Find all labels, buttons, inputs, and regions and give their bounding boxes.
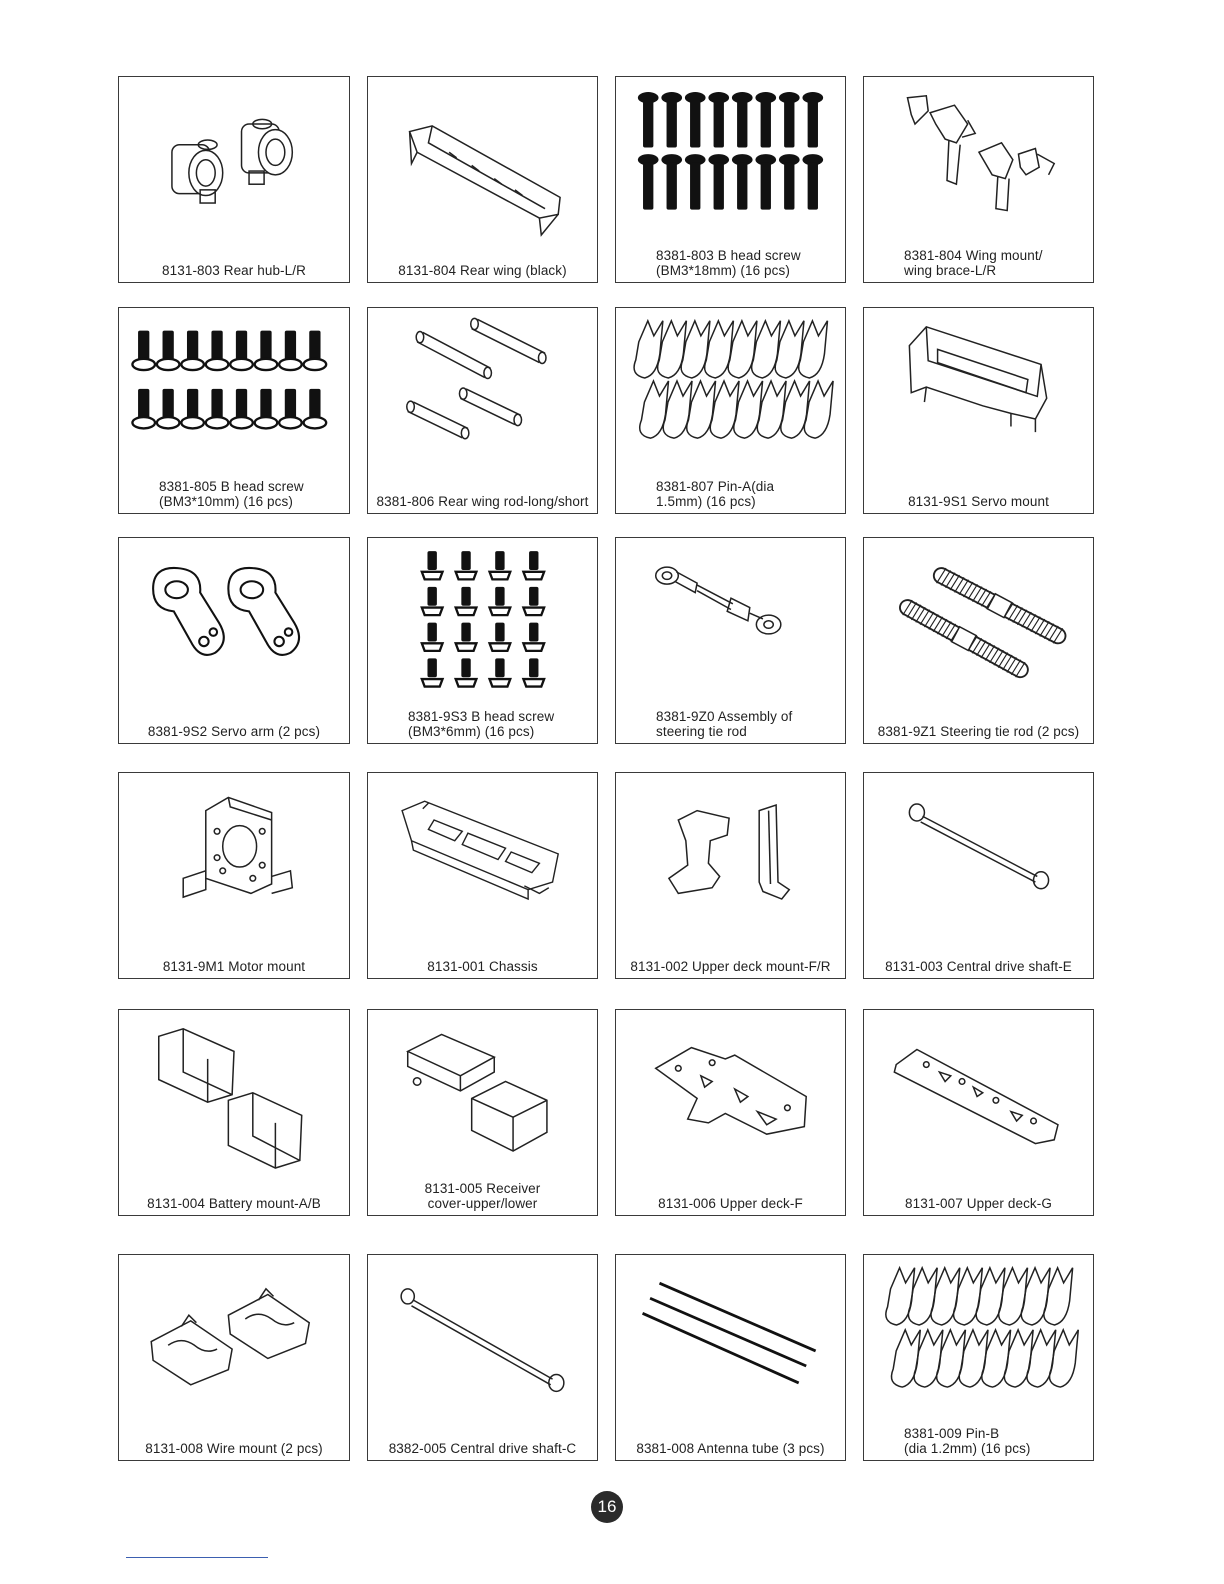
part-cell-medium-screws [118,307,350,514]
screw-icon [304,331,327,371]
receiver-box-icon [368,1010,597,1170]
part-caption: 8381-805 B head screw (BM3*10mm) (16 pcs) [159,479,304,509]
body-clips-icon [616,308,845,468]
rear-hub-icon [119,77,349,237]
page-number: 16 [591,1491,623,1523]
part-cell-rear-wing [367,76,598,283]
part-cell-long-screws [615,76,846,283]
part-cell-tie-rod-assembly [615,537,846,744]
clip-icon [891,1330,920,1387]
drive-shaft-c-icon [368,1255,597,1415]
screw-icon [732,154,753,209]
tie-rod-assembly-icon [616,538,845,698]
pins-b-icon [864,1255,1093,1415]
screw-icon [490,623,511,651]
part-caption: 8131-008 Wire mount (2 pcs) [145,1441,323,1456]
part-cell-motor-mount [118,772,350,979]
screw-icon [523,551,544,579]
screw-icon [255,331,278,371]
screw-icon [206,389,229,429]
screw-icon [279,389,302,429]
part-caption: 8131-006 Upper deck-F [658,1196,803,1211]
screw-icon [802,92,823,147]
screw-icon [708,154,729,209]
screw-icon [661,154,682,209]
screw-icon [181,331,204,371]
part-cell-upper-deck-g [863,1009,1094,1216]
part-caption: 8381-009 Pin-B (dia 1.2mm) (16 pcs) [904,1426,1031,1456]
part-caption: 8131-003 Central drive shaft-E [885,959,1072,974]
screw-icon [422,658,443,686]
part-caption: 8131-804 Rear wing (black) [398,263,567,278]
part-caption: 8131-001 Chassis [427,959,538,974]
screw-icon [755,154,776,209]
screw-icon [230,331,253,371]
part-cell-upper-deck-f [615,1009,846,1216]
part-cell-wing-rods [367,307,598,514]
screw-icon [304,389,327,429]
part-cell-short-screws [367,537,598,744]
part-cell-wire-mount [118,1254,350,1461]
clip-icon [886,1268,915,1325]
screw-icon [456,623,477,651]
threaded-rods-icon [864,538,1093,698]
screw-icon [422,587,443,615]
screw-icon [132,389,155,429]
screw-icon [732,92,753,147]
screw-icon [661,92,682,147]
part-caption: 8131-004 Battery mount-A/B [147,1196,321,1211]
rear-wing-icon [368,77,597,237]
part-caption: 8381-9S2 Servo arm (2 pcs) [147,724,321,739]
screw-icon [490,587,511,615]
upper-deck-g-icon [864,1010,1093,1170]
screw-icon [181,389,204,429]
part-cell-servo-mount [863,307,1094,514]
part-caption: 8381-806 Rear wing rod-long/short [376,494,589,509]
screw-icon [422,623,443,651]
screw-icon [490,658,511,686]
chassis-icon [368,773,597,933]
screw-icon [779,92,800,147]
part-cell-antenna-tubes [615,1254,846,1461]
part-caption: 8381-9Z1 Steering tie rod (2 pcs) [877,724,1080,739]
battery-mount-icon [119,1010,349,1170]
part-caption: 8131-002 Upper deck mount-F/R [630,959,831,974]
screw-icon [157,331,180,371]
part-cell-drive-shaft [863,772,1094,979]
part-caption: 8381-803 B head screw (BM3*18mm) (16 pcs) [656,248,801,278]
screw-icon [638,154,659,209]
wire-mount-icon [119,1255,349,1415]
part-cell-pins-b [863,1254,1094,1461]
screw-icon [638,92,659,147]
wing-rods-icon [368,308,597,468]
screw-icon [456,658,477,686]
screw-icon [279,331,302,371]
upper-deck-f-icon [616,1010,845,1170]
part-caption: 8381-9Z0 Assembly of steering tie rod [656,709,793,739]
long-screws-icon [616,77,845,237]
wing-mount-icon [864,77,1093,237]
screw-icon [206,331,229,371]
part-cell-threaded-rods [863,537,1094,744]
part-cell-receiver-box [367,1009,598,1216]
clip-icon [634,321,663,378]
servo-arm-icon [119,538,349,698]
screw-icon [685,154,706,209]
screw-icon [490,551,511,579]
part-cell-chassis [367,772,598,979]
screw-icon [132,331,155,371]
antenna-tubes-icon [616,1255,845,1415]
screw-icon [523,587,544,615]
medium-screws-icon [119,308,349,468]
part-caption: 8381-807 Pin-A(dia 1.5mm) (16 pcs) [656,479,775,509]
footer-rule [126,1557,268,1558]
screw-icon [157,389,180,429]
part-caption: 8131-803 Rear hub-L/R [162,263,306,278]
screw-icon [255,389,278,429]
part-cell-battery-mount [118,1009,350,1216]
motor-mount-icon [119,773,349,933]
screw-icon [779,154,800,209]
screw-icon [523,623,544,651]
screw-icon [802,154,823,209]
part-caption: 8381-008 Antenna tube (3 pcs) [636,1441,825,1456]
part-cell-body-clips [615,307,846,514]
part-caption: 8131-9S1 Servo mount [908,494,1049,509]
screw-icon [456,587,477,615]
part-caption: 8382-005 Central drive shaft-C [388,1441,577,1456]
part-cell-deck-mount [615,772,846,979]
part-caption: 8381-9S3 B head screw (BM3*6mm) (16 pcs) [408,709,555,739]
screw-icon [422,551,443,579]
part-cell-servo-arm [118,537,350,744]
screw-icon [685,92,706,147]
screw-icon [708,92,729,147]
screw-icon [755,92,776,147]
part-caption: 8131-007 Upper deck-G [905,1196,1052,1211]
part-cell-drive-shaft-c [367,1254,598,1461]
screw-icon [230,389,253,429]
part-caption: 8131-9M1 Motor mount [162,959,306,974]
deck-mount-icon [616,773,845,933]
screw-icon [456,551,477,579]
part-caption: 8381-804 Wing mount/ wing brace-L/R [904,248,1043,278]
clip-icon [640,381,669,438]
servo-mount-icon [864,308,1093,468]
short-screws-icon [368,538,597,698]
screw-icon [523,658,544,686]
drive-shaft-icon [864,773,1093,933]
part-caption: 8131-005 Receiver cover-upper/lower [424,1181,541,1211]
part-cell-wing-mount [863,76,1094,283]
part-cell-rear-hub [118,76,350,283]
